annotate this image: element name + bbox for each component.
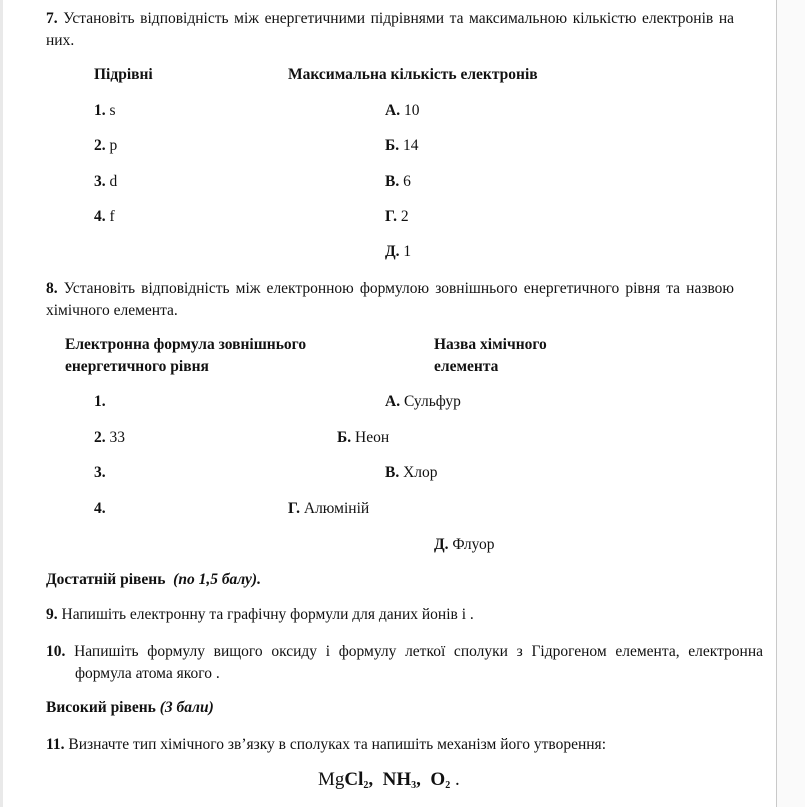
- item-letter: Г.: [385, 208, 397, 225]
- formula-o: O: [430, 769, 446, 790]
- q8-left-header-line1: Електронна формула зовнішнього: [65, 336, 307, 353]
- q7-right-item: [385, 242, 411, 262]
- q8-left-header-line2: енергетичного рівня: [65, 358, 209, 375]
- q7-left-header: Підрівні: [94, 66, 153, 83]
- item-number: 1.: [94, 393, 106, 410]
- item-value: Хлор: [403, 464, 438, 481]
- q8-left-item: [94, 499, 106, 519]
- item-value: Сульфур: [403, 393, 461, 410]
- q7-right-item: [385, 172, 411, 192]
- q7-right-item: [385, 136, 419, 156]
- item-value: 14: [403, 137, 419, 154]
- q7-left-item: [94, 136, 117, 156]
- item-value: 2: [400, 208, 409, 225]
- item-number: 4.: [94, 500, 106, 517]
- question-10: [46, 641, 763, 685]
- level-points: (по 1,5 балу).: [173, 571, 261, 588]
- item-value: f: [109, 208, 115, 225]
- q7-right-header: Максимальна кількість електронів: [288, 66, 538, 83]
- item-number: 1.: [94, 102, 106, 119]
- q8-left-item: [94, 463, 106, 483]
- item-value: 6: [403, 173, 411, 190]
- question-7-number: 7.: [46, 10, 58, 27]
- item-number: 3.: [94, 173, 106, 190]
- formula-sub: 3: [411, 780, 417, 791]
- item-number: 4.: [94, 208, 106, 225]
- item-number: 2.: [94, 429, 106, 446]
- item-value: Флуор: [452, 536, 495, 553]
- level-title: Достатній рівень: [46, 571, 166, 588]
- item-letter: В.: [385, 464, 400, 481]
- page-margin-area: [777, 0, 805, 807]
- formula-separator: ,: [416, 769, 421, 790]
- question-10-text: Напишіть формулу вищого оксиду і формулу леткої сполуки з Гідрогеном елемента, електронна формула атома якого .: [74, 643, 764, 682]
- item-value: 1: [403, 243, 412, 260]
- q8-right-item: [434, 535, 495, 555]
- question-7: [46, 8, 734, 52]
- item-value: 10: [403, 102, 420, 119]
- item-value: d: [109, 173, 118, 190]
- q8-right-item: [385, 392, 461, 412]
- q8-left-item: [94, 392, 106, 412]
- item-letter: А.: [385, 393, 401, 410]
- formula-sub: 2: [445, 780, 451, 791]
- item-value: 33: [109, 429, 125, 446]
- level-high-heading: [46, 698, 214, 718]
- q7-left-item: [94, 101, 116, 121]
- item-letter: Г.: [288, 500, 300, 517]
- page-left-edge: [0, 0, 3, 807]
- item-letter: А.: [385, 102, 401, 119]
- q7-left-item: [94, 207, 115, 227]
- q8-left-item: [94, 428, 125, 448]
- formula-separator: ,: [368, 769, 374, 790]
- item-value: Алюміній: [303, 500, 370, 517]
- formula-nh: NH: [382, 769, 412, 790]
- question-9-text: Напишіть електронну та графічну формули для даних йонів і .: [61, 606, 474, 623]
- item-letter: В.: [385, 173, 400, 190]
- item-letter: Д.: [385, 243, 400, 260]
- q8-right-header-line1: Назва хімічного: [434, 336, 547, 353]
- formula-end: .: [454, 769, 460, 790]
- level-points: (3 бали): [159, 699, 214, 716]
- item-letter: Д.: [434, 536, 449, 553]
- q7-right-item: [385, 101, 419, 121]
- question-8-number: 8.: [46, 280, 58, 297]
- compounds-formula: [318, 768, 460, 798]
- item-value: p: [109, 137, 118, 154]
- formula-cl: Cl: [344, 769, 364, 790]
- item-number: 3.: [94, 464, 106, 481]
- item-value: Неон: [355, 429, 390, 446]
- item-number: 2.: [94, 137, 106, 154]
- question-8-text: Установіть відповідність між електронною формулою зовнішнього енергетичного рівня та назвою хімічного елемента.: [46, 280, 734, 319]
- item-letter: Б.: [337, 429, 352, 446]
- q7-left-item: [94, 172, 117, 192]
- formula-sub: 2: [363, 780, 369, 791]
- q8-right-item: [337, 428, 389, 448]
- question-7-text: Установіть відповідність між енергетичними підрівнями та максимальною кількістю електронів на них.: [46, 10, 735, 49]
- q7-right-item: [385, 207, 409, 227]
- item-value: s: [109, 102, 116, 119]
- level-title: Високий рівень: [46, 699, 156, 716]
- question-11: [46, 734, 734, 756]
- question-11-number: 11.: [46, 736, 65, 753]
- question-11-text: Визначте тип хімічного зв’язку в сполуках та напишіть механізм його утворення:: [68, 736, 606, 753]
- item-letter: Б.: [385, 137, 400, 154]
- level-sufficient-heading: [46, 570, 261, 590]
- question-8: [46, 278, 734, 322]
- formula-mg: Mg: [318, 769, 345, 790]
- question-10-number: 10.: [46, 643, 66, 660]
- question-9: [46, 604, 734, 626]
- q8-right-header-line2: елемента: [434, 358, 499, 375]
- q8-right-item: [288, 499, 369, 519]
- question-9-number: 9.: [46, 606, 58, 623]
- q8-right-item: [385, 463, 438, 483]
